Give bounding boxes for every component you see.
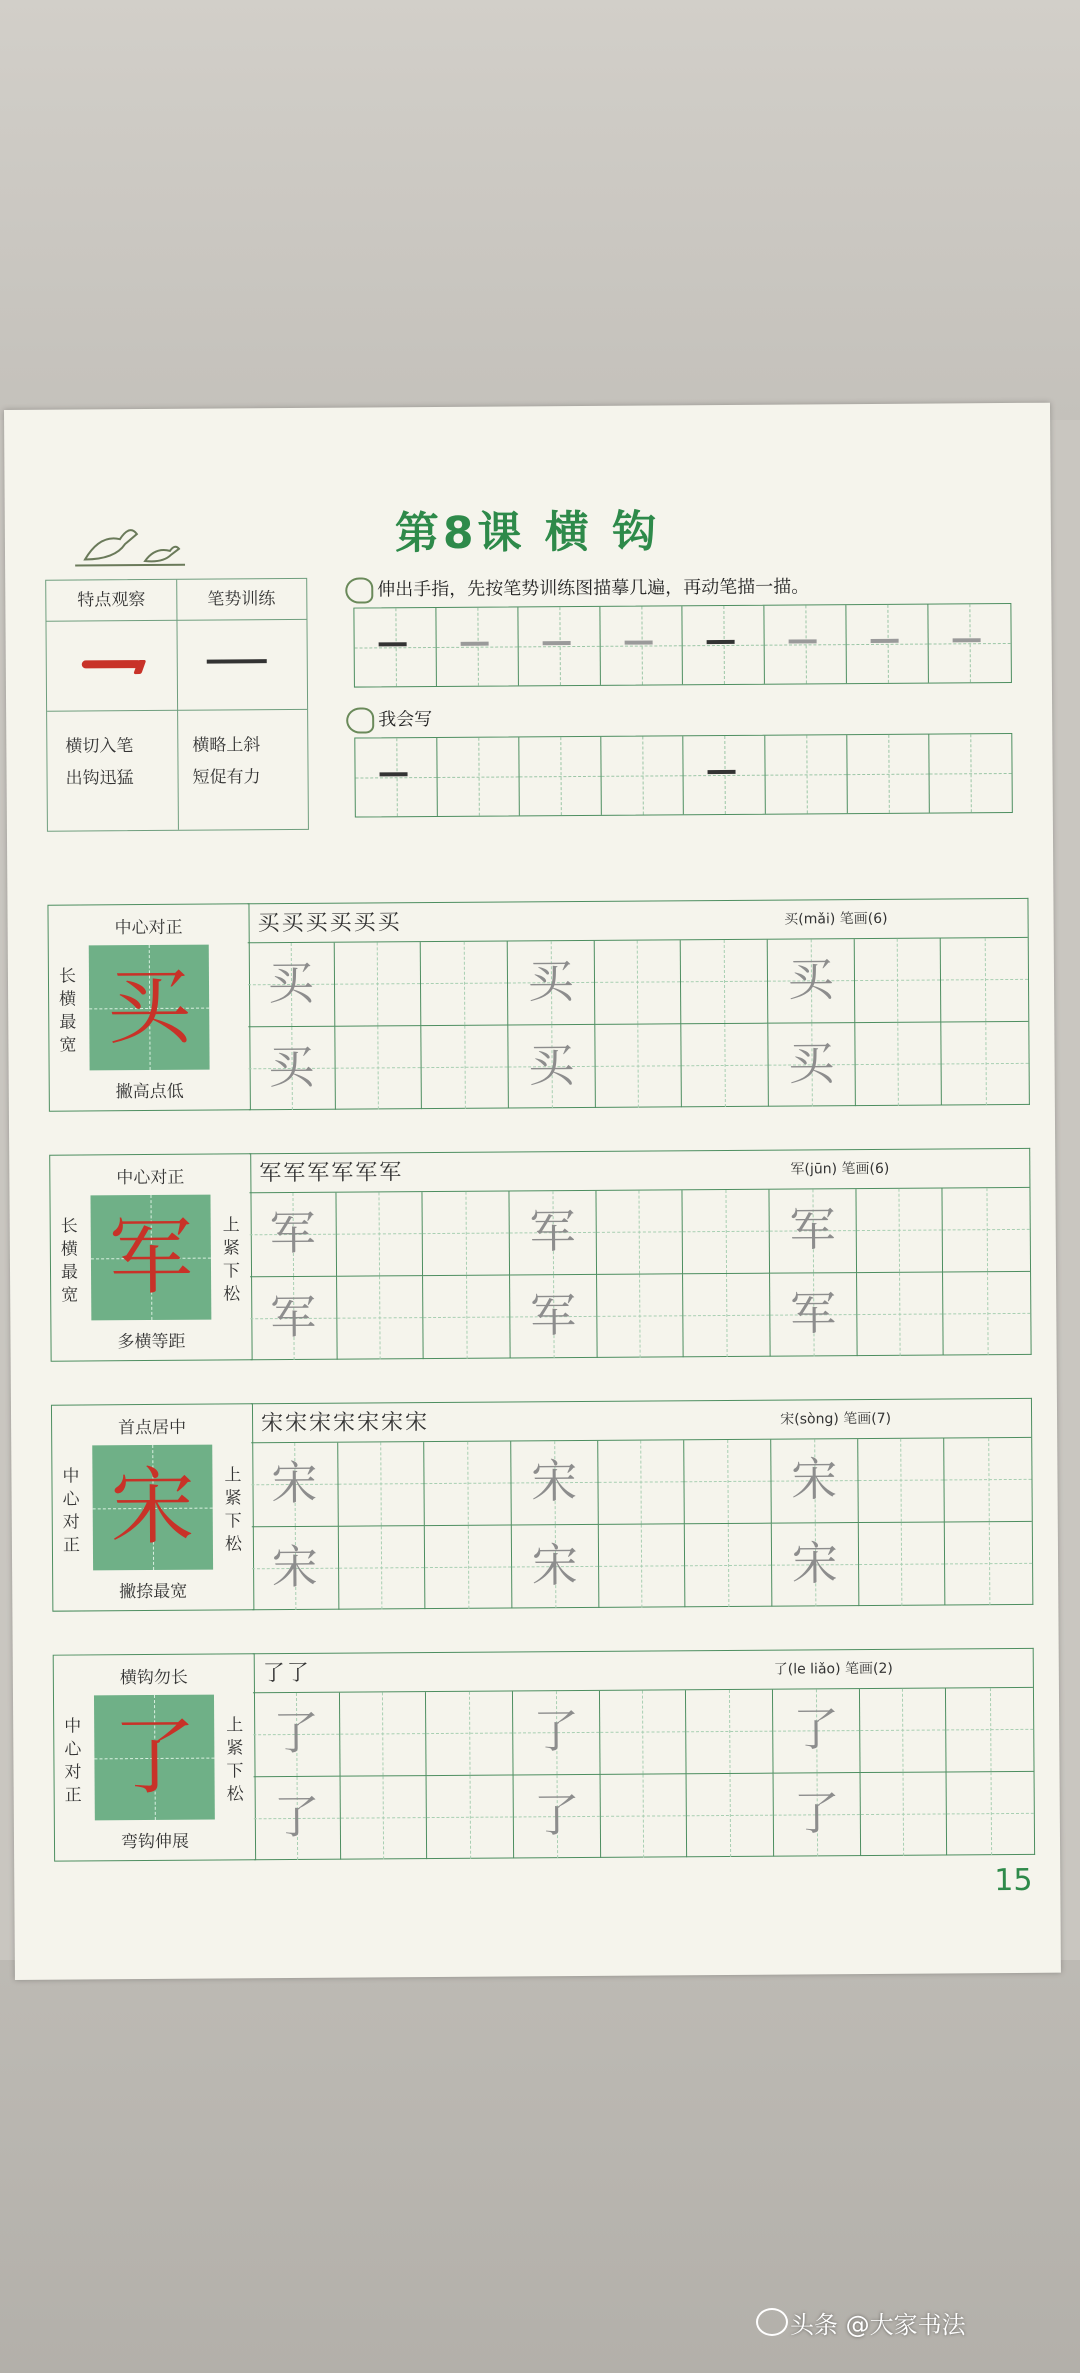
trace-char: 宋 [531, 1537, 579, 1592]
trace-cell[interactable] [764, 605, 847, 684]
trace-cell[interactable] [682, 606, 765, 685]
trace-char: 买 [528, 1037, 575, 1092]
guide-top-text: 横钩勿长 [119, 1667, 188, 1689]
write-cell[interactable] [765, 735, 848, 814]
trace-char: 宋 [791, 1452, 838, 1507]
feature-text [65, 730, 133, 794]
trace-char: 军 [269, 1205, 316, 1261]
trace-char: 买 [788, 1035, 835, 1091]
trace-char: 了 [532, 1704, 580, 1759]
practice-cell[interactable] [595, 1024, 682, 1108]
practice-cell[interactable] [508, 1024, 595, 1108]
hook-stroke-red-icon [82, 660, 142, 668]
char-guide-box [51, 1403, 254, 1611]
practice-cell[interactable] [250, 1276, 337, 1360]
practice-cell[interactable] [600, 1690, 687, 1774]
model-char: 军 [108, 1207, 194, 1307]
trace-cell[interactable] [928, 604, 1011, 683]
workbook-page [4, 403, 1061, 1980]
practice-cell[interactable] [600, 1774, 687, 1858]
trace-cell[interactable] [518, 607, 601, 686]
bird-illustration [75, 519, 185, 570]
practice-cell[interactable] [598, 1440, 685, 1524]
char-info: 宋(sòng) 笔画(7) [780, 1410, 892, 1428]
practice-cell[interactable] [510, 1274, 597, 1358]
char-info: 军(jūn) 笔画(6) [790, 1160, 890, 1178]
practice-cell[interactable] [334, 942, 421, 1026]
practice-cell[interactable] [514, 1774, 601, 1858]
practice-grid [253, 1687, 1034, 1860]
guide-bottom-text: 多横等距 [117, 1331, 186, 1353]
stroke-order: 了了 [262, 1660, 311, 1687]
write-cell[interactable] [437, 737, 520, 816]
practice-cell[interactable] [770, 1273, 857, 1357]
practice-cell[interactable] [248, 943, 335, 1027]
practice-cell[interactable] [857, 1272, 944, 1356]
practice-cell[interactable] [594, 940, 681, 1024]
practice-cell[interactable] [597, 1274, 684, 1358]
practice-cell[interactable] [249, 1193, 336, 1277]
trace-char: 买 [267, 955, 315, 1011]
practice-cell[interactable] [685, 1440, 772, 1524]
practice-cell[interactable] [427, 1775, 514, 1859]
practice-cell[interactable] [860, 1688, 947, 1772]
write-instruction: 我会写 [346, 705, 432, 734]
watermark: 头条 @大家书法 [790, 2311, 966, 2339]
model-char-box [92, 1445, 213, 1571]
guide-top-text: 中心对正 [114, 917, 183, 939]
trace-char: 军 [789, 1202, 836, 1257]
practice-cell[interactable] [681, 940, 768, 1024]
practice-cell[interactable] [337, 1276, 424, 1360]
practice-cell[interactable] [943, 1188, 1030, 1272]
stroke-order: 买买买买买买 [257, 910, 402, 937]
guide-bottom-text: 撇高点低 [115, 1081, 184, 1103]
practice-cell[interactable] [425, 1525, 512, 1609]
practice-cell[interactable] [336, 1192, 423, 1276]
practice-cell[interactable] [855, 1022, 942, 1106]
hand-icon [345, 577, 373, 603]
trace-char: 买 [268, 1039, 315, 1094]
practice-cell[interactable] [425, 1441, 512, 1525]
practice-cell[interactable] [682, 1023, 769, 1107]
practice-cell[interactable] [683, 1190, 770, 1274]
practice-cell[interactable] [512, 1524, 599, 1608]
trace-cell[interactable] [354, 608, 437, 687]
practice-area [247, 898, 1029, 1110]
trace-char: 宋 [531, 1454, 578, 1509]
stroke-order: 军军军军军军 [259, 1160, 404, 1187]
practice-cell[interactable] [253, 1693, 340, 1777]
practice-area [253, 1648, 1035, 1860]
practice-cell[interactable] [687, 1773, 774, 1857]
practice-cell[interactable] [338, 1526, 425, 1610]
feature-line-2: 出钩迅猛 [65, 768, 134, 789]
practice-grid [251, 1437, 1032, 1610]
guide-right-text: 上紧下松 [224, 1465, 242, 1555]
practice-grid [248, 937, 1029, 1110]
write-cell[interactable] [929, 734, 1012, 813]
model-char-box [89, 945, 210, 1071]
trace-row [353, 603, 1012, 688]
practice-cell[interactable] [854, 938, 941, 1022]
char-guide-box [49, 1153, 252, 1361]
page-number: 15 [994, 1862, 1033, 1899]
practice-cell[interactable] [945, 1521, 1032, 1605]
practice-cell[interactable] [942, 1021, 1029, 1105]
practice-cell[interactable] [860, 1772, 947, 1856]
training-text [192, 729, 260, 793]
trace-char: 了 [792, 1702, 840, 1757]
practice-cell[interactable] [686, 1690, 773, 1774]
trace-char: 了 [533, 1787, 580, 1842]
practice-cell[interactable] [598, 1524, 685, 1608]
practice-cell[interactable] [508, 941, 595, 1025]
model-char-box [94, 1695, 215, 1821]
practice-cell[interactable] [252, 1526, 339, 1610]
practice-cell[interactable] [941, 938, 1028, 1022]
trace-cell[interactable] [436, 607, 519, 686]
practice-cell[interactable] [858, 1438, 945, 1522]
model-char: 买 [106, 957, 192, 1057]
guide-left-text: 长横最宽 [60, 1216, 79, 1306]
hook-stroke-training-icon [207, 659, 267, 663]
trace-char: 买 [787, 952, 834, 1007]
practice-cell[interactable] [335, 1026, 422, 1110]
trace-char: 军 [789, 1285, 837, 1341]
practice-cell[interactable] [856, 1188, 943, 1272]
lesson-title: 第8课 横 钩 [394, 506, 661, 560]
trace-char: 了 [272, 1705, 320, 1761]
stroke-training-header: 笔势训练 [207, 589, 276, 610]
practice-cell[interactable] [768, 1023, 855, 1107]
feature-observe-header: 特点观察 [77, 590, 146, 611]
trace-char: 了 [793, 1785, 840, 1841]
trace-cell[interactable] [600, 606, 683, 685]
practice-cell[interactable] [945, 1438, 1032, 1522]
practice-cell[interactable] [509, 1191, 596, 1275]
write-cell[interactable] [601, 736, 684, 815]
guide-right-text: 上紧下松 [222, 1215, 241, 1305]
stroke-order: 宋宋宋宋宋宋宋 [260, 1410, 430, 1437]
practice-cell[interactable] [340, 1776, 427, 1860]
guide-top-text: 中心对正 [116, 1167, 185, 1189]
trace-char: 买 [527, 954, 575, 1009]
background-top [0, 0, 1080, 420]
write-cell[interactable] [519, 737, 602, 816]
wechat-icon [756, 2308, 788, 2336]
char-info: 了(le liǎo) 笔画(2) [773, 1660, 893, 1678]
write-cell[interactable] [355, 738, 438, 817]
char-section-le [53, 1648, 1034, 1860]
guide-right-text: 上紧下松 [226, 1715, 244, 1805]
training-line-1: 横略上斜 [192, 735, 261, 756]
practice-cell[interactable] [423, 1275, 510, 1359]
practice-cell[interactable] [254, 1776, 341, 1860]
char-section-mai [47, 898, 1028, 1110]
practice-cell[interactable] [774, 1773, 861, 1857]
guide-left-text: 长横最宽 [58, 966, 77, 1056]
hand-icon [346, 707, 374, 733]
write-cell[interactable] [847, 735, 930, 814]
training-line-2: 短促有力 [192, 767, 261, 788]
char-info: 买(mǎi) 笔画(6) [784, 910, 888, 928]
char-section-jun [49, 1148, 1030, 1360]
practice-area [251, 1398, 1033, 1610]
guide-top-text: 首点居中 [118, 1417, 187, 1439]
practice-cell[interactable] [513, 1691, 600, 1775]
trace-char: 宋 [791, 1535, 839, 1591]
practice-cell[interactable] [248, 1026, 335, 1110]
trace-cell[interactable] [846, 605, 929, 684]
practice-cell[interactable] [771, 1439, 858, 1523]
guide-bottom-text: 弯钩伸展 [120, 1831, 190, 1853]
practice-grid [249, 1187, 1030, 1360]
guide-left-text: 中心对正 [64, 1716, 82, 1806]
practice-cell[interactable] [946, 1688, 1033, 1772]
model-char: 了 [112, 1707, 197, 1807]
practice-cell[interactable] [421, 941, 508, 1025]
char-guide-box [47, 903, 250, 1111]
practice-cell[interactable] [858, 1522, 945, 1606]
practice-cell[interactable] [340, 1692, 427, 1776]
practice-cell[interactable] [947, 1771, 1034, 1855]
practice-cell[interactable] [772, 1523, 859, 1607]
practice-cell[interactable] [683, 1273, 770, 1357]
feature-box [45, 578, 309, 832]
practice-cell[interactable] [773, 1689, 860, 1773]
practice-area [249, 1148, 1031, 1360]
practice-cell[interactable] [943, 1271, 1030, 1355]
practice-cell[interactable] [422, 1025, 509, 1109]
char-guide-box [53, 1653, 256, 1861]
trace-char: 宋 [271, 1455, 318, 1511]
feature-line-1: 横切入笔 [65, 736, 134, 757]
write-cell[interactable] [683, 736, 766, 815]
practice-cell[interactable] [338, 1442, 425, 1526]
practice-cell[interactable] [769, 1189, 856, 1273]
practice-cell[interactable] [426, 1691, 513, 1775]
practice-cell[interactable] [596, 1190, 683, 1274]
trace-char: 军 [529, 1204, 576, 1259]
practice-cell[interactable] [251, 1443, 338, 1527]
write-row [354, 733, 1013, 818]
model-char-box [90, 1195, 211, 1321]
trace-char: 军 [529, 1287, 577, 1342]
trace-char: 宋 [271, 1539, 319, 1594]
guide-bottom-text: 撇捺最宽 [119, 1581, 188, 1603]
practice-cell[interactable] [768, 939, 855, 1023]
char-section-song [51, 1398, 1032, 1610]
trace-char: 军 [269, 1289, 317, 1344]
trace-char: 了 [273, 1789, 320, 1844]
practice-cell[interactable] [511, 1441, 598, 1525]
trace-instruction: 伸出手指，先按笔势训练图描摹几遍，再动笔描一描。 [345, 572, 809, 603]
guide-left-text: 中心对正 [62, 1466, 80, 1556]
practice-cell[interactable] [423, 1191, 510, 1275]
model-char: 宋 [110, 1457, 196, 1557]
practice-cell[interactable] [685, 1523, 772, 1607]
